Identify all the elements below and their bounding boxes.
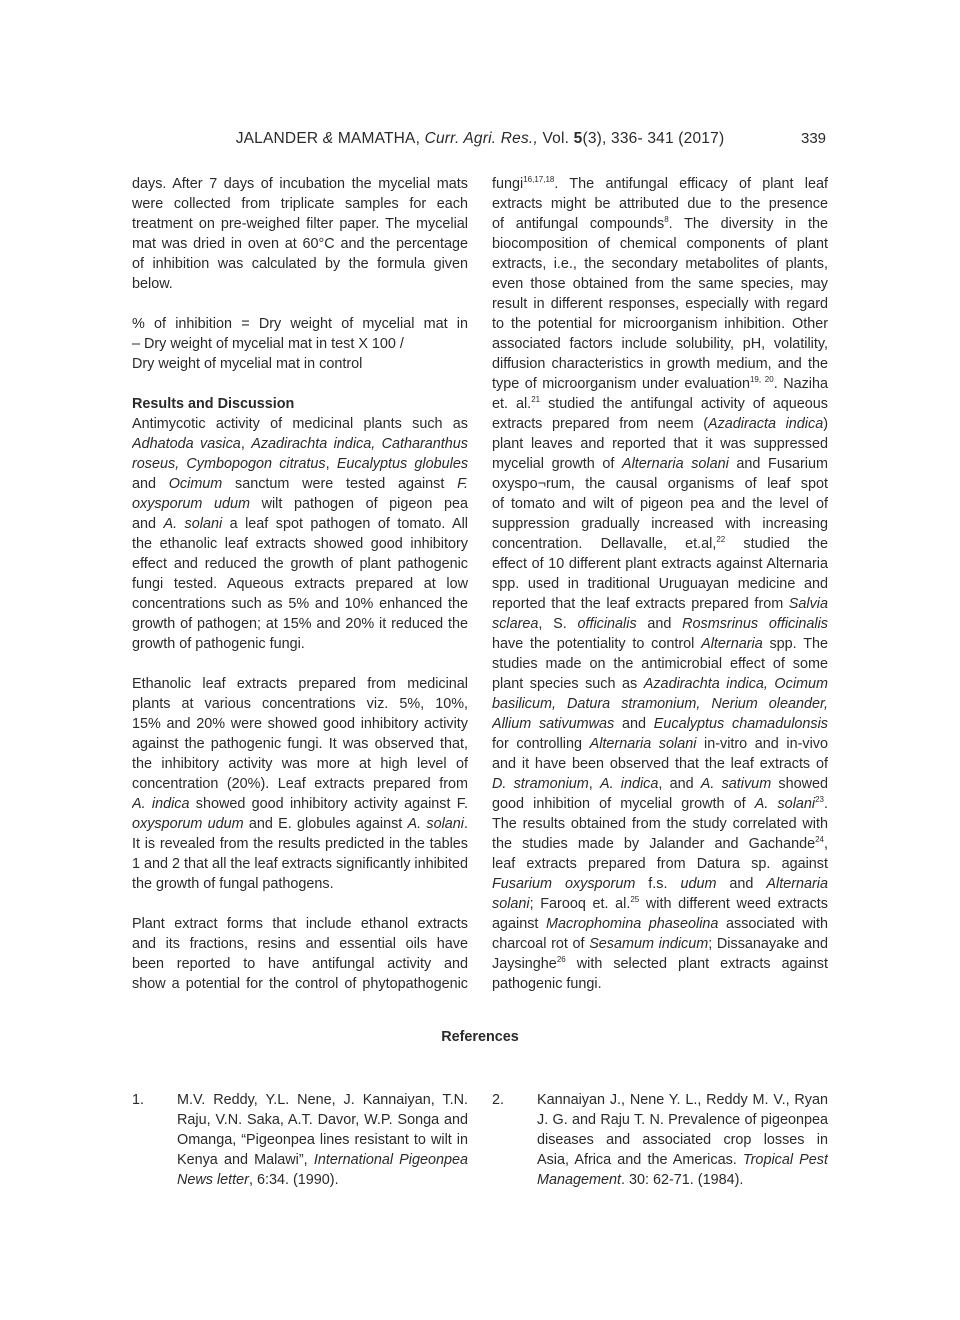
reference-number: 2. (492, 1092, 505, 1108)
italic-text: & (322, 130, 334, 147)
page-number: 339 (801, 130, 827, 147)
text-line (132, 374, 468, 394)
citation-superscript: 26 (556, 955, 566, 964)
italic-text: Alternaria (701, 636, 763, 652)
text-line: plant species such as Azadirachta indica, Ocimum (492, 676, 828, 692)
text-line: studies made on the antimicrobial effect of some (492, 656, 828, 672)
italic-text: oxysporum udum (132, 816, 244, 832)
text-line: growth of pathogenic fungi. (132, 636, 305, 652)
text-line: mat was dried in oven at 60°C and the percentage (132, 236, 468, 252)
text-line: days. After 7 days of incubation the mycelial mats (132, 176, 468, 192)
text-line: concentrations such as 5% and 10% enhanced the (132, 596, 468, 612)
text-line: and Ocimum sanctum were tested against F. (132, 476, 468, 492)
italic-text: D. stramonium (492, 776, 589, 792)
text-line (132, 294, 468, 314)
text-line: fungi tested. Aqueous extracts prepared at low (132, 576, 468, 592)
text-line: the growth of fungal pathogens. (132, 876, 334, 892)
text-line: % of inhibition = Dry weight of mycelial mat in (132, 316, 468, 332)
italic-text: Allium sativumwas (492, 716, 615, 732)
text-line: Jaysinghe$^{26}$ with selected plant extracts against (492, 955, 828, 972)
bold-text: Results and Discussion (132, 396, 295, 412)
text-line: against the pathogenic fungi. It was observed that, (132, 736, 468, 752)
text-line: diffusion characteristics in growth medium, and the (492, 356, 828, 372)
italic-text: Rosmsrinus officinalis (682, 616, 828, 632)
text-line: Asia, Africa and the Americas. Tropical Pest (537, 1152, 828, 1168)
text-line: to the potential for microorganism inhibition. Other (492, 316, 828, 332)
text-line: M.V. Reddy, Y.L. Nene, J. Kannaiyan, T.N. (177, 1092, 468, 1108)
text-line: have the potentiality to control Alternaria spp. The (492, 636, 828, 652)
citation-superscript: 8 (664, 215, 669, 224)
text-line: spp. used in traditional Uruguayan medicine and (492, 576, 828, 592)
italic-text: Curr. Agri. Res., (424, 130, 538, 147)
text-line: roseus, Cymbopogon citratus, Eucalyptus globules (132, 456, 468, 472)
text-line: A. indica showed good inhibitory activity against F. (132, 796, 468, 812)
text-line (492, 694, 828, 714)
text-line: treatment on pre-weighed filter paper. The mycelial (132, 216, 468, 232)
italic-text: sclarea (492, 616, 539, 632)
italic-text: oxysporum udum (132, 496, 250, 512)
text-line: J. G. and Raju T. N. Prevalence of pigeonpea (537, 1112, 828, 1128)
text-line: Ethanolic leaf extracts prepared from medicinal (132, 676, 468, 692)
citation-superscript: 24 (815, 835, 824, 844)
text-line: Plant extract forms that include ethanol extracts (132, 916, 468, 932)
italic-text: Fusarium oxysporum (492, 876, 636, 892)
text-line: diseases and associated crop losses in (537, 1132, 828, 1148)
text-line: charcoal rot of Sesamum indicum; Dissanayake and (492, 936, 828, 952)
text-line: It is revealed from the results predicted in the tables (132, 836, 468, 852)
italic-text: F. (457, 476, 468, 492)
text-line: biocomposition of chemical components of plant (492, 236, 828, 252)
text-line: plants at various concentrations viz. 5%, 10%, (132, 696, 468, 712)
italic-text: udum (680, 876, 717, 892)
text-line: Kenya and Malawi”, International Pigeonpea (177, 1152, 468, 1168)
italic-text: Alternaria (766, 876, 828, 892)
right-column (492, 174, 828, 994)
italic-text: basilicum, Datura stramonium, Nerium oleander, (492, 696, 828, 712)
text-line: for controlling Alternaria solani in-vitro and in-vivo (492, 736, 828, 752)
text-line: effect and reduced the growth of plant pathogenic (132, 556, 468, 572)
italic-text: Adhatoda vasica (132, 436, 241, 452)
text-line: 15% and 20% were showed good inhibitory activity (132, 716, 468, 732)
text-line: Adhatoda vasica, Azadirachta indica, Catharanthus (132, 436, 468, 452)
italic-text: A. solani (754, 796, 816, 812)
italic-text: Eucalyptus globules (336, 456, 468, 472)
text-line: plant leaves and reported that it was suppressed (492, 436, 828, 452)
text-line: 1 and 2 that all the leaf extracts significantly inhibited (132, 856, 468, 872)
text-line: been reported to have antifungal activity and (132, 956, 468, 972)
text-line: Omanga, “Pigeonpea lines resistant to wilt in (177, 1132, 468, 1148)
citation-superscript: 25 (630, 895, 640, 904)
text-line: associated factors include solubility, pH, volatility, (492, 336, 828, 352)
text-line: of inhibition was calculated by the formula given (132, 256, 468, 272)
text-line: extracts, i.e., the secondary metabolites of plants, (492, 256, 828, 272)
italic-text: A. indica (132, 796, 190, 812)
text-line: concentration. Dellavalle, et.al,$^{22}$ studied the (492, 535, 828, 552)
text-line: good inhibition of mycelial growth of A. solani$^{23}$. (492, 795, 828, 812)
text-line: extracts prepared from neem (Azadiracta indica) (492, 416, 828, 432)
italic-text: Sesamum indicum (589, 936, 709, 952)
text-line: below. (132, 276, 173, 292)
italic-text: Eucalyptus chamadulonsis (653, 716, 828, 732)
text-line: concentration (20%). Leaf extracts prepared from (132, 776, 468, 792)
citation-superscript: 19, 20 (749, 375, 774, 384)
text-line: Raju, V.N. Saka, A.T. Davor, W.P. Songa and (177, 1112, 468, 1128)
text-line: and it have been observed that the leaf extracts of (492, 756, 828, 772)
italic-text: Macrophomina phaseolina (546, 916, 719, 932)
italic-text: A. sativum (700, 776, 772, 792)
text-line: – Dry weight of mycelial mat in test X 100 / (132, 336, 404, 352)
left-column (132, 174, 468, 994)
text-line: of tomato and wilt of pigeon pea and the level of (492, 496, 828, 512)
text-line: and A. solani a leaf spot pathogen of tomato. All (132, 516, 468, 532)
citation-superscript: 22 (716, 535, 726, 544)
italic-text: A. solani (407, 816, 464, 832)
citation-superscript: 23 (815, 795, 824, 804)
italic-text: solani (492, 896, 530, 912)
italic-text: A. solani (163, 516, 223, 532)
text-line: show a potential for the control of phytopathogenic (132, 976, 468, 992)
references-heading: References (441, 1029, 519, 1045)
text-line: et. al.$^{21}$ studied the antifungal activity of aqueous (492, 395, 828, 412)
text-line (132, 894, 468, 914)
text-line: fungi$^{16,17,18}$. The antifungal efficacy of plant leaf (492, 175, 828, 192)
text-line: sclarea, S. officinalis and Rosmsrinus officinalis (492, 616, 828, 632)
italic-text: roseus, Cymbopogon citratus (132, 456, 326, 472)
italic-text: Azadiracta indica (708, 416, 824, 432)
reference-number: 1. (132, 1092, 145, 1108)
text-line: the studies made by Jalander and Gachande$^{24}$, (492, 835, 828, 852)
text-line: suppression gradually increased with increasing (492, 516, 828, 532)
text-line: type of microorganism under evaluation$^{19, 20}$. Naziha (492, 375, 828, 392)
italic-text: Ocimum (168, 476, 223, 492)
text-line: Antimycotic activity of medicinal plants such as (132, 416, 468, 432)
text-line: solani; Farooq et. al.$^{25}$ with different weed extracts (492, 895, 828, 912)
italic-text: Salvia (788, 596, 828, 612)
text-line: were collected from triplicate samples for each (132, 196, 468, 212)
italic-text: officinalis (577, 616, 637, 632)
text-line: the inhibitory activity was more at high level of (132, 756, 468, 772)
text-line: reported that the leaf extracts prepared from Salvia (492, 596, 828, 612)
text-line: mycelial growth of Alternaria solani and Fusarium (492, 456, 828, 472)
text-line: The results obtained from the study correlated with (492, 816, 828, 832)
text-line (132, 394, 468, 414)
italic-text: Azadirachta indica, Ocimum (643, 676, 828, 692)
running-head: JALANDER & MAMATHA, Curr. Agri. Res., Vol. 5(3), 336- 341 (2017) (235, 130, 725, 147)
text-line: effect of 10 different plant extracts against Alternaria (492, 556, 828, 572)
text-line: Allium sativumwas and Eucalyptus chamadulonsis (492, 716, 828, 732)
text-line: News letter, 6:34. (1990). (177, 1172, 339, 1188)
italic-text: International Pigeonpea (313, 1152, 468, 1168)
italic-text: Alternaria solani (589, 736, 697, 752)
text-line: oxyspo¬rum, the causal organisms of leaf spot (492, 476, 828, 492)
italic-text: Azadirachta indica, Catharanthus (251, 436, 468, 452)
text-line: the ethanolic leaf extracts showed good inhibitory (132, 536, 468, 552)
citation-superscript: 21 (531, 395, 541, 404)
italic-text: News letter (177, 1172, 249, 1188)
text-line: Dry weight of mycelial mat in control (132, 356, 363, 372)
italic-text: Alternaria solani (622, 456, 729, 472)
text-line: pathogenic fungi. (492, 976, 602, 992)
text-line: oxysporum udum and E. globules against A. solani. (132, 816, 468, 832)
text-line: of antifungal compounds$^8$. The diversity in the (492, 215, 828, 232)
reference-text (177, 1090, 468, 1190)
bold-text: 5 (573, 130, 583, 147)
text-line: against Macrophomina phaseolina associated with (492, 916, 828, 932)
text-line: leaf extracts prepared from Datura sp. against (492, 856, 828, 872)
text-line: growth of pathogen; at 15% and 20% it reduced the (132, 616, 468, 632)
citation-superscript: 16,17,18 (523, 175, 555, 184)
text-line (132, 654, 468, 674)
reference-text (537, 1090, 828, 1190)
text-line: Fusarium oxysporum f.s. udum and Alternaria (492, 876, 828, 892)
text-line: and its fractions, resins and essential oils have (132, 936, 468, 952)
italic-text: Tropical Pest (742, 1152, 828, 1168)
italic-text: A. indica (599, 776, 659, 792)
text-line: result in different responses, especially with regard (492, 296, 828, 312)
text-line: even those obtained from the same species, may (492, 276, 828, 292)
text-line: Kannaiyan J., Nene Y. L., Reddy M. V., Ryan (537, 1092, 828, 1108)
text-line: D. stramonium, A. indica, and A. sativum showed (492, 776, 828, 792)
text-line: extracts might be attributed due to the presence (492, 196, 828, 212)
text-line: oxysporum udum wilt pathogen of pigeon pea (132, 496, 468, 512)
text-line: Management. 30: 62-71. (1984). (537, 1172, 744, 1188)
italic-text: Management (537, 1172, 621, 1188)
